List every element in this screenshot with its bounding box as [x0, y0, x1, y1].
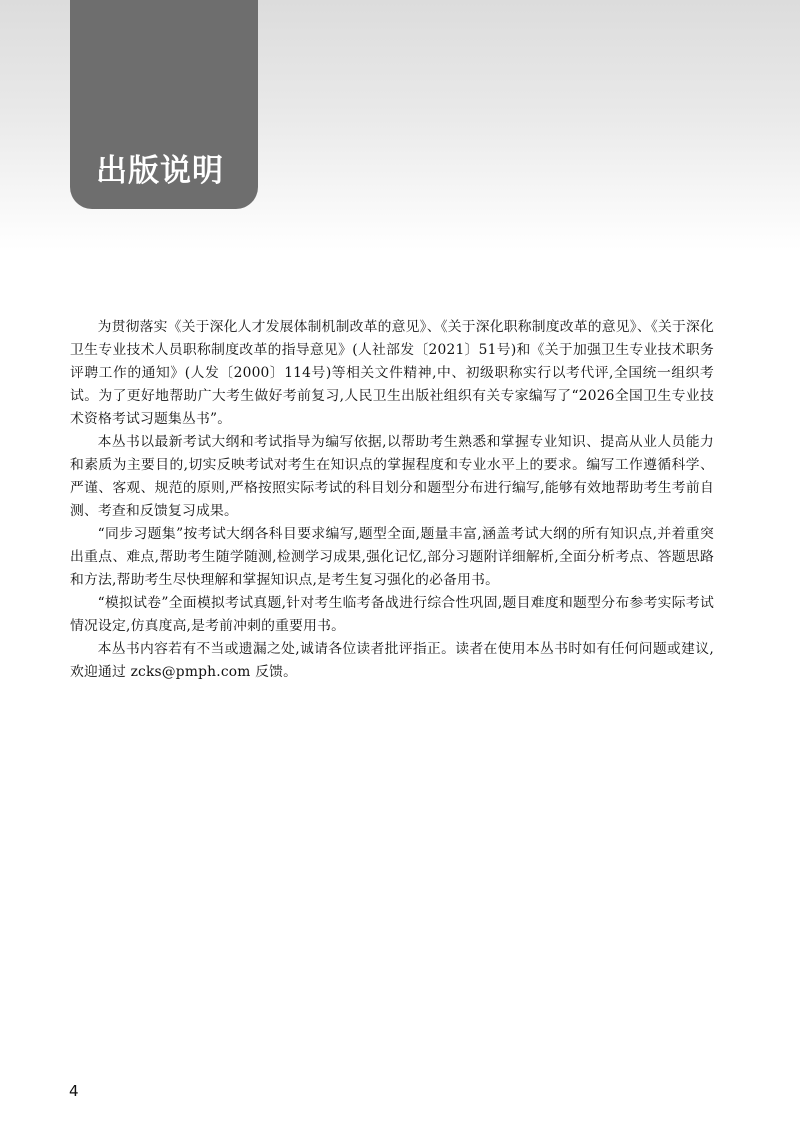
paragraph-2: 本丛书以最新考试大纲和考试指导为编写依据,以帮助考生熟悉和掌握专业知识、提高从业人员能力和素质为主要目的,切实反映考试对考生在知识点的掌握程度和专业水平上的要求。编写工作遵循科学、严谨、客观、规范的原则,严格按照实际考试的科目划分和题型分布进行编写,能够有效地帮助考生考前自测、考查和反馈复习成果。: [70, 434, 714, 519]
paragraph-5: 本丛书内容若有不当或遗漏之处,诚请各位读者批评指正。读者在使用本丛书时如有任何问题或建议,欢迎通过 zcks@pmph.com 反馈。: [70, 641, 714, 680]
header-band: [0, 0, 800, 250]
body-text: [70, 316, 714, 684]
paragraph-1: 为贯彻落实《关于深化人才发展体制机制改革的意见》、《关于深化职称制度改革的意见》、《关于深化卫生专业技术人员职称制度改革的指导意见》(人社部发〔2021〕51号)和《关于加强卫生专业技术职务评聘工作的通知》(人发〔2000〕114号)等相关文件精神,中、初级职称实行以考代评,全国统一组织考试。为了更好地帮助广大考生做好考前复习,人民卫生出版社组织有关专家编写了“2026全国卫生专业技术资格考试习题集丛书”。: [70, 319, 714, 427]
page-number: 4: [69, 1082, 79, 1100]
title-tab: [70, 0, 258, 209]
paragraph-4: “模拟试卷”全面模拟考试真题,针对考生临考备战进行综合性巩固,题目难度和题型分布参考实际考试情况设定,仿真度高,是考前冲刺的重要用书。: [70, 595, 714, 634]
paragraph-3: “同步习题集”按考试大纲各科目要求编写,题型全面,题量丰富,涵盖考试大纲的所有知识点,并着重突出重点、难点,帮助考生随学随测,检测学习成果,强化记忆,部分习题附详细解析,全面分析考点、答题思路和方法,帮助考生尽快理解和掌握知识点,是考生复习强化的必备用书。: [70, 526, 714, 588]
page-title: 出版说明: [96, 153, 224, 189]
